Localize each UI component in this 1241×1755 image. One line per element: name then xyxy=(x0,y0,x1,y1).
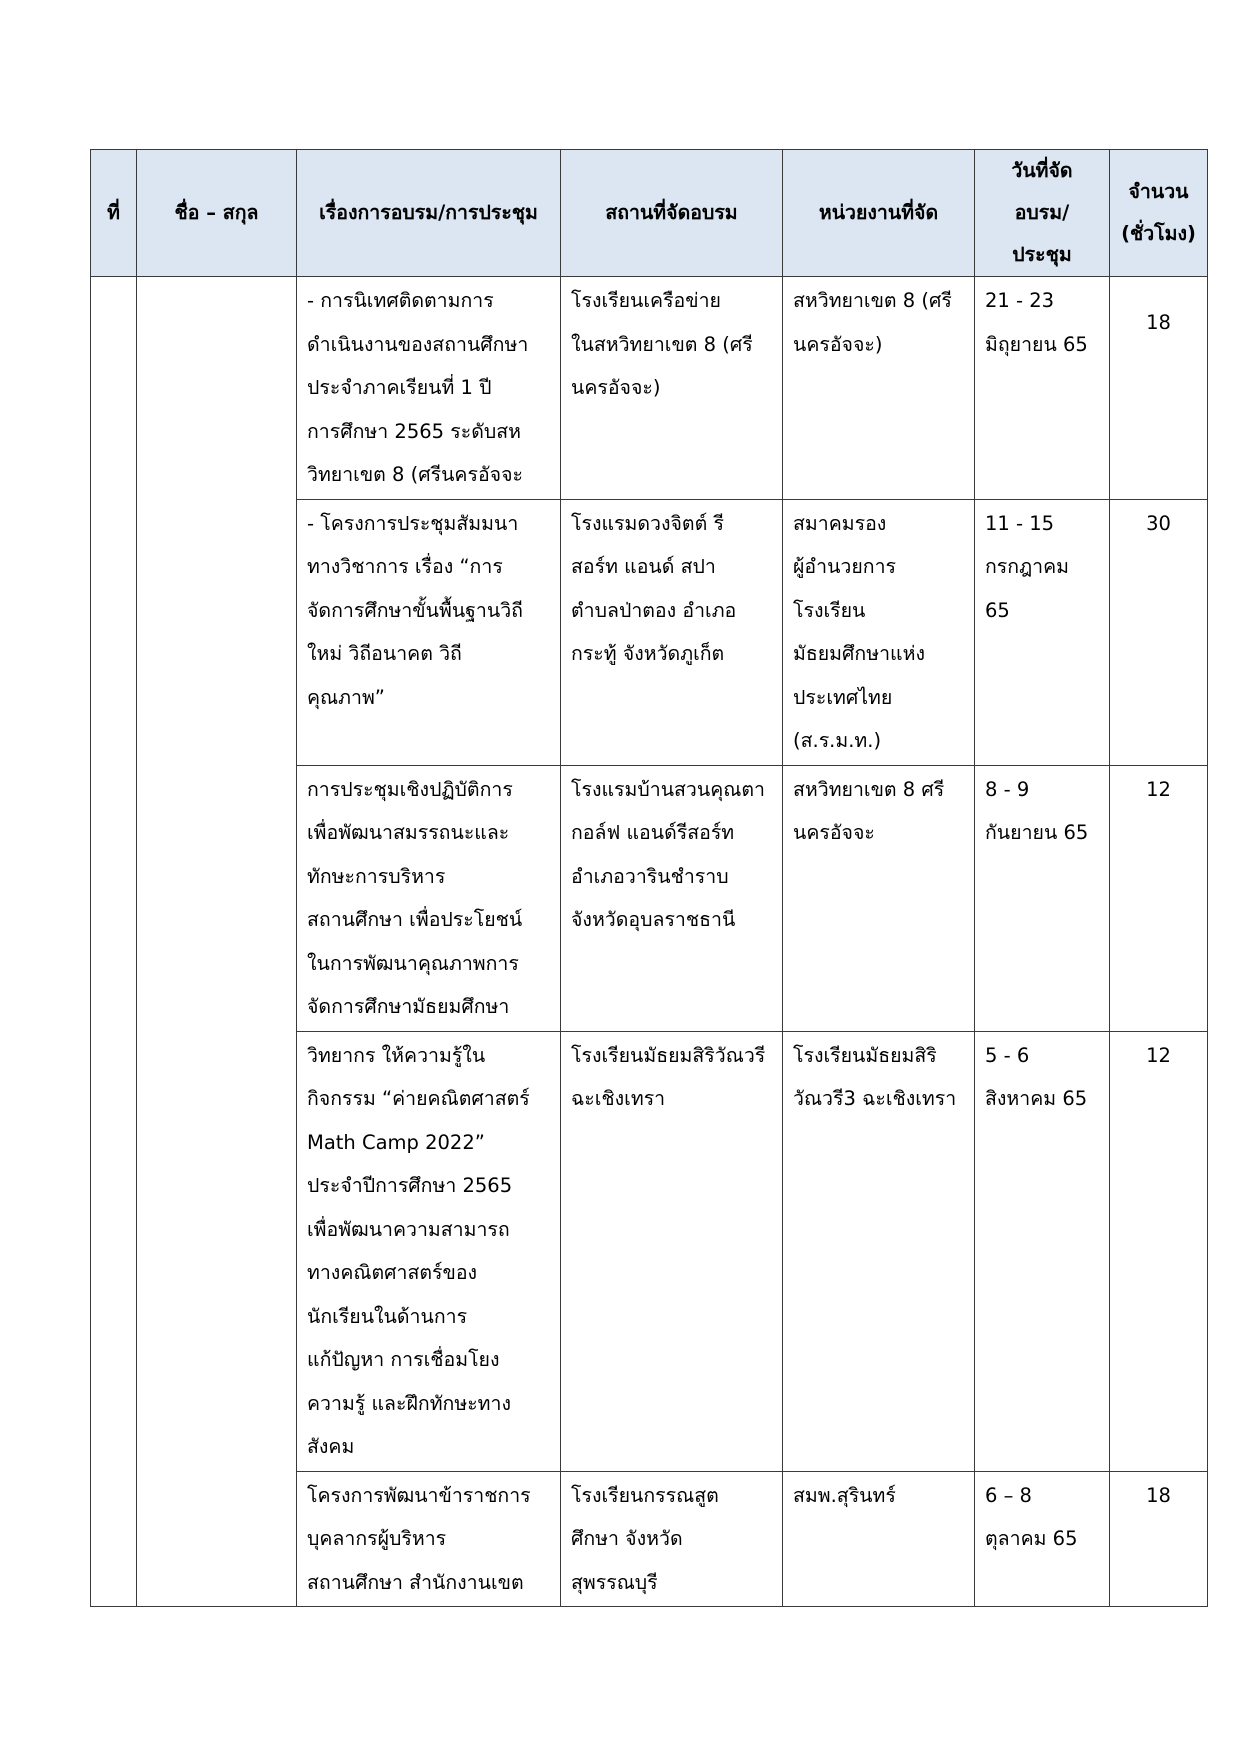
venue-cell: โรงเรียนเครือข่าย ในสหวิทยาเขต 8 (ศรี นครอัจจะ) xyxy=(561,277,783,500)
training-table xyxy=(90,149,1208,1607)
header-venue: สถานที่จัดอบรม xyxy=(561,150,783,277)
date-cell: 21 - 23 มิถุยายน 65 xyxy=(975,277,1110,500)
organizer-cell: สมพ.สุรินทร์ xyxy=(783,1471,975,1607)
header-hours: จำนวน (ชั่วโมง) xyxy=(1110,150,1208,277)
date-cell: 5 - 6 สิงหาคม 65 xyxy=(975,1031,1110,1471)
hours-cell: 12 xyxy=(1110,1031,1208,1471)
no-cell xyxy=(91,277,137,1607)
hours-cell: 18 xyxy=(1110,1471,1208,1607)
venue-cell: โรงแรมบ้านสวนคุณตา กอล์ฟ แอนด์รีสอร์ท อำเภอวารินชำราบ จังหวัดอุบลราชธานี xyxy=(561,765,783,1031)
hours-cell: 30 xyxy=(1110,499,1208,765)
venue-cell: โรงเรียนมัธยมสิริวัณวรี ฉะเชิงเทรา xyxy=(561,1031,783,1471)
date-cell: 8 - 9 กันยายน 65 xyxy=(975,765,1110,1031)
hours-cell: 12 xyxy=(1110,765,1208,1031)
header-topic: เรื่องการอบรม/การประชุม xyxy=(297,150,561,277)
topic-cell: วิทยากร ให้ความรู้ใน กิจกรรม “ค่ายคณิตศาสตร์ Math Camp 2022” ประจำปีการศึกษา 2565 เพื่อพัฒนาความสามารถ ทางคณิตศาสตร์ของ นักเรียนในด้านการ แก้ปัญหา การเชื่อมโยง ความรู้ และฝึกทักษะทาง สังคม xyxy=(297,1031,561,1471)
header-row xyxy=(91,150,1208,277)
hours-cell: 18 xyxy=(1110,277,1208,500)
topic-cell: - การนิเทศติดตามการ ดำเนินงานของสถานศึกษา ประจำภาคเรียนที่ 1 ปี การศึกษา 2565 ระดับสห วิทยาเขต 8 (ศรีนครอัจจะ xyxy=(297,277,561,500)
organizer-cell: สมาคมรอง ผู้อำนวยการ โรงเรียน มัธยมศึกษาแห่ง ประเทศไทย (ส.ร.ม.ท.) xyxy=(783,499,975,765)
header-organizer: หน่วยงานที่จัด xyxy=(783,150,975,277)
organizer-cell: สหวิทยาเขต 8 (ศรี นครอัจจะ) xyxy=(783,277,975,500)
name-cell xyxy=(137,277,297,1607)
header-no: ที่ xyxy=(91,150,137,277)
header-date: วันที่จัด อบรม/ ประชุม xyxy=(975,150,1110,277)
topic-cell: โครงการพัฒนาข้าราชการ บุคลากรผู้บริหาร สถานศึกษา สำนักงานเขต xyxy=(297,1471,561,1607)
topic-cell: - โครงการประชุมสัมมนา ทางวิชาการ เรื่อง “การ จัดการศึกษาขั้นพื้นฐานวิถี ใหม่ วิถีอนาคต วิถี คุณภาพ” xyxy=(297,499,561,765)
header-name: ชื่อ – สกุล xyxy=(137,150,297,277)
date-cell: 11 - 15 กรกฎาคม 65 xyxy=(975,499,1110,765)
topic-cell: การประชุมเชิงปฏิบัติการ เพื่อพัฒนาสมรรถนะและ ทักษะการบริหาร สถานศึกษา เพื่อประโยชน์ ในการพัฒนาคุณภาพการ จัดการศึกษามัธยมศึกษา xyxy=(297,765,561,1031)
table-row xyxy=(91,277,1208,500)
venue-cell: โรงเรียนกรรณสูต ศึกษา จังหวัด สุพรรณบุรี xyxy=(561,1471,783,1607)
organizer-cell: โรงเรียนมัธยมสิริ วัณวรี3 ฉะเชิงเทรา xyxy=(783,1031,975,1471)
venue-cell: โรงแรมดวงจิตต์ รี สอร์ท แอนด์ สปา ตำบลป่าตอง อำเภอ กระทู้ จังหวัดภูเก็ต xyxy=(561,499,783,765)
date-cell: 6 – 8 ตุลาคม 65 xyxy=(975,1471,1110,1607)
organizer-cell: สหวิทยาเขต 8 ศรี นครอัจจะ xyxy=(783,765,975,1031)
